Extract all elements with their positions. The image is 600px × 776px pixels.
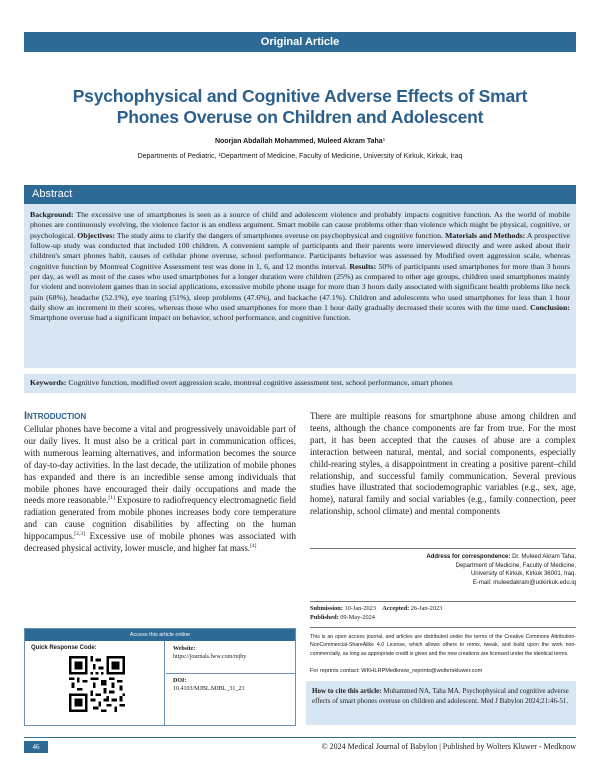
- cite-label: How to cite this article:: [312, 687, 382, 695]
- submission-date: 10-Jan-2023: [344, 605, 376, 612]
- objectives-text: The study aims to clarify the dangers of smartphones overuse on psychophysical and cognitive function.: [116, 230, 444, 240]
- keywords-label: Keywords:: [30, 378, 67, 387]
- access-heading: Access this article online: [25, 629, 295, 641]
- intro-text-c: Excessive use of mobile phones was associated with decreased physical activity, lower muscle, and higher fat mass.: [24, 531, 296, 554]
- published-label: Published:: [310, 613, 339, 621]
- authors: Noorjan Abdallah Mohammed, Muleed Akram Taha¹: [214, 138, 386, 145]
- abstract-heading: Abstract: [24, 185, 576, 204]
- conclusion-text: Smartphone overuse had a significant impact on behavior, school performance, and cognitive function.: [30, 313, 351, 323]
- doi-block: [173, 677, 293, 693]
- accepted-label: Accepted:: [382, 605, 410, 612]
- background-text: The excessive use of smartphones is seen as a source of child and adolescent violence and probably impacts cognitive function. As the world of mobile phones are continuously evolving, the violence factor is an endless argument. Smart mobile can cause problems other than violence which might be physical, cognitive, or psychological.: [30, 210, 570, 240]
- keywords: [24, 374, 576, 393]
- cite-text: Muhammed NA, Taha MA. Psychophysical and cognitive adverse effects of smart phones overuse on children and adolescent. Med J Babylon 2024;21:46-51.: [312, 687, 569, 705]
- methods-label: Materials and Methods:: [445, 230, 526, 240]
- abstract-box: [24, 204, 576, 368]
- conclusion-label: Conclusion:: [530, 303, 570, 313]
- abstract-text: [30, 210, 570, 324]
- footer-copyright: © 2024 Medical Journal of Babylon | Published by Wolters Kluwer - Medknow: [321, 742, 576, 751]
- objectives-label: Objectives:: [77, 230, 115, 240]
- page-number: 46: [24, 741, 48, 753]
- introduction-heading: Introduction: [24, 410, 87, 422]
- correspondence-email[interactable]: E-mail: muleedakram@uokirkuk.edu.iq: [472, 579, 576, 586]
- qr-label: Quick Response Code:: [31, 645, 97, 651]
- ref-3[interactable]: [4]: [250, 543, 257, 550]
- website-link[interactable]: https://journals.lww.com/mjby: [173, 654, 247, 660]
- article-title: Psychophysical and Cognitive Adverse Effects of Smart Phones Overuse on Children and Adolescent: [72, 86, 528, 127]
- introduction-paragraph-1: [24, 424, 296, 555]
- footer-divider: [24, 737, 576, 738]
- correspondence-name: Dr. Muleed Akram Taha,: [512, 554, 576, 560]
- access-divider: [166, 673, 296, 674]
- website-label: Website:: [173, 646, 196, 652]
- intro-text-b: Exposure to radiofrequency electromagnetic field radiation generated from mobile phones increases body core temperature and can cause cognition disabilities by affecting on the human hippocampus.: [24, 495, 296, 542]
- article-type-banner: Original Article: [24, 32, 576, 52]
- doi-label: DOI:: [173, 678, 187, 684]
- correspondence-block: [310, 548, 576, 602]
- background-label: Background:: [30, 210, 74, 219]
- correspondence-line-1: Department of Medicine, Faculty of Medicine,: [455, 562, 576, 569]
- access-online-box: [24, 628, 296, 726]
- results-text: 50% of participants used smartphones for more than 3 hours per day, as well as most of the cases who used smartphones for a longer duration were children (25%) as compared to other age groups, children used smartphones mainly for violent and nonviolent games than in social applications, excessive mobile phone usage for more than 3 hours daily associated with significant health problems like neck pain (68%), headache (52.1%), eye tearing (51%), sleep problems (47.6%), and backache (47.1%). Children and adolescents who used smartphones for less than 1 hour daily show an increment in their scores, whereas those who used smartphones for more than 1 hour daily gradually decreased their scores with the time used.: [30, 261, 571, 313]
- correspondence-line-2: University of Kirkuk, Kirkuk 36001, Iraq.: [470, 571, 576, 578]
- keywords-text: Cognitive function, modified overt aggression scale, montreal cognitive assessment test, school performance, smart phones: [68, 378, 453, 387]
- submission-label: Submission:: [310, 605, 343, 612]
- qr-code-icon[interactable]: [69, 656, 125, 712]
- citation-box: [306, 681, 576, 725]
- doi-value[interactable]: 10.4103/MJBL.MJBL_31_23: [173, 686, 245, 692]
- correspondence-label: Address for correspondence:: [426, 554, 511, 560]
- introduction-paragraph-2: There are multiple reasons for smartphone abuse among children and teens, although the chance components are far from true. For the most part, it has been accepted that the causes of abuse are a complex interaction between natural, mental, and social components, especially child-rearing styles, a disappointment in creating a positive parent–child relationship, and successful family communication. Several previous studies have illustrated that sociodemographic variables (e.g., sex, age, home), natural family and social variables (e.g., family connection, peer relationship, school climate) and mental components: [310, 411, 576, 517]
- results-label: Results:: [349, 261, 377, 271]
- methods-text: A prospective follow-up study was conducted that included 100 children. A convenient sample of participants and their parents were interviewed directly and were asked about their children's smart phones habit, causes of cellular phone overuse, school performance. Participants behavior was assessed by Modified overt aggression scale, whereas cognitive function by Montreal Cognitive Assessment test was done in 1, 6, and 12 months interval.: [30, 230, 571, 271]
- qr-panel: [25, 641, 165, 725]
- dates-block: [310, 605, 576, 622]
- license-text: This is an open access journal, and articles are distributed under the terms of the Creative Commons Attribution-NonCommercial-ShareAlike 4.0 License, which allows others to remix, tweak, and build upon the work non-commercially, as long as appropriate credit is given and the new creations are licensed under the identical terms.: [310, 627, 576, 658]
- published-date: 09-May-2024: [340, 613, 375, 621]
- ref-2[interactable]: [2,3]: [74, 531, 85, 538]
- ref-1[interactable]: [1]: [108, 495, 115, 502]
- accepted-date: 26-Jan-2023: [410, 605, 443, 612]
- affiliation: Departments of Pediatric, ¹Department of Medicine, Faculty of Medicine, University of Kirkuk, Kirkuk, Iraq: [137, 153, 463, 160]
- intro-text-a: Cellular phones have become a vital and progressively unavoidable part of our daily lives. It must also be a critical part in communication offices, with numerous learning alternatives, and information becomes the source of day-to-day activities. In the last decade, the utilization of mobile phones has expanded and there is an incredible sense among individuals that mobile phones have encouraged their daily occupations and made the needs more reasonable.: [24, 424, 296, 506]
- website-block: [173, 645, 293, 661]
- reprints-contact[interactable]: For reprints contact: WKHLRPMedknow_reprints@wolterskluwer.com: [310, 668, 483, 674]
